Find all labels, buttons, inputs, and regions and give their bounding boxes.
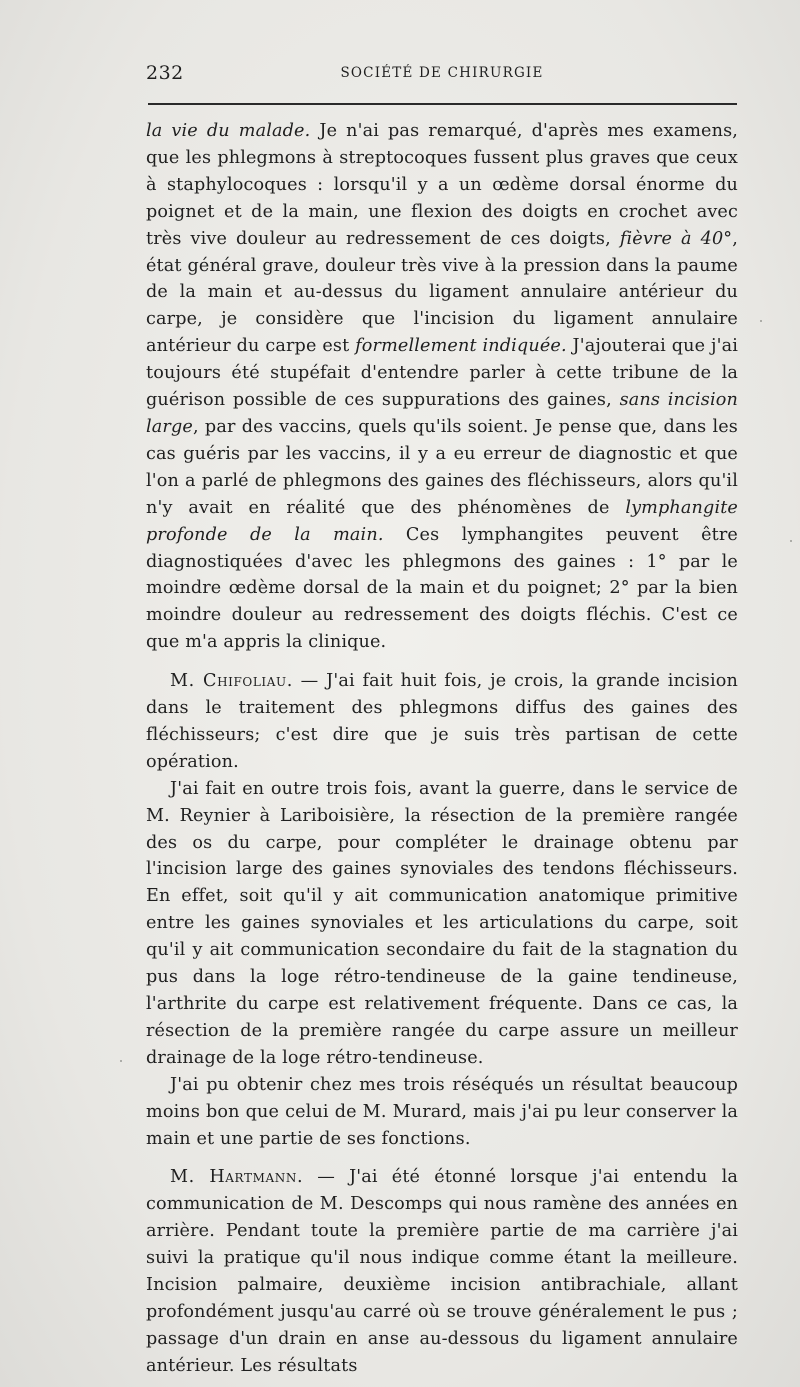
italic-phrase: lymphangite profonde de la main. — [146, 497, 738, 545]
text-run: J'ajouterai que j'ai toujours été stupéfait d'entendre parler à cette tribune de la guérison possible de ces suppurations des gaines, — [146, 336, 738, 411]
italic-phrase: formellement indiquée. — [355, 336, 567, 357]
text-run: J'ai pu obtenir chez mes trois réséqués un résultat beaucoup moins bon que celui de M. Murard, mais j'ai pu leur conserver la main et une partie de ses fonctions. — [146, 1074, 738, 1149]
body-text — [146, 118, 738, 1380]
paragraph-continuation — [146, 118, 738, 656]
text-run: Je n'ai pas remarqué, d'après mes examens, que les phlegmons à streptocoques fussent plus graves que ceux à staphylocoques : lorsqu'il y a un œdème dorsal énorme du poignet et de la main, une flexion des doigts en crochet avec très vive douleur au redressement de ces doigts, — [146, 121, 739, 249]
header-rule — [148, 103, 737, 105]
paragraph-hartmann — [146, 1164, 738, 1379]
text-run: Ces lymphangites peuvent être diagnostiquées d'avec les phlegmons des gaines : 1° par le moindre œdème dorsal de la main et du poignet; 2° par la bien moindre douleur au redressement des doigts fléchis. C'est ce que m'a appris la clinique. — [146, 524, 738, 653]
speaker-name: M. Hartmann. — [170, 1167, 304, 1188]
paper-speck — [790, 540, 792, 542]
page-header — [146, 62, 738, 88]
italic-phrase: fièvre à 40° — [619, 228, 733, 249]
text-run: J'ai fait en outre trois fois, avant la guerre, dans le service de M. Reynier à Lariboisière, la résection de la première rangée des os du carpe, pour compléter le drainage obtenu par l'incision large des gaines synoviales des tendons fléchisseurs. En effet, soit qu'il y ait communication anatomique primitive entre les gaines synoviales et les articulations du carpe, soit qu'il y ait communication secondaire du fait de la stagnation du pus dans la loge rétro-tendineuse de la gaine tendineuse, l'arthrite du carpe est relativement fréquente. Dans ce cas, la résection de la première rangée du carpe assure un meilleur drainage de la loge rétro-tendineuse. — [146, 778, 738, 1068]
text-run: — J'ai fait huit fois, je crois, la grande incision dans le traitement des phlegmons diffus des gaines des fléchisseurs; c'est dire que je suis très partisan de cette opération. — [146, 671, 738, 772]
paper-speck — [120, 1060, 122, 1062]
running-head: SOCIÉTÉ DE CHIRURGIE — [340, 65, 544, 81]
page-number: 232 — [146, 62, 184, 84]
paragraph-results — [146, 1072, 738, 1153]
paragraph-chifoliau — [146, 668, 738, 776]
paper-speck — [760, 320, 762, 322]
text-run: , état général grave, douleur très vive à la pression dans la paume de la main et au-dessus du ligament annulaire antérieur du carpe, je considère que l'incision du ligament annulaire antérieur du carpe est — [146, 228, 738, 357]
paragraph-resection — [146, 776, 738, 1072]
text-run: , par des vaccins, quels qu'ils soient. Je pense que, dans les cas guéris par les vaccins, il y a eu erreur de diagnostic et que l'on a parlé de phlegmons des gaines des fléchisseurs, alors qu'il n'y avait en réalité que des phénomènes de — [146, 416, 738, 518]
speaker-name: M. Chifoliau. — [170, 671, 293, 692]
italic-phrase: sans incision large — [146, 390, 738, 437]
text-run: — J'ai été étonné lorsque j'ai entendu la communication de M. Descomps qui nous ramène des années en arrière. Pendant toute la première partie de ma carrière j'ai suivi la pratique qu'il nous indique comme étant la meilleure. Incision palmaire, deuxième incision antibrachiale, allant profondément jusqu'au carré où se trouve généralement le pus ; passage d'un drain en anse au-dessous du ligament annulaire antérieur. Les résultats — [146, 1167, 738, 1376]
italic-phrase: la vie du malade. — [146, 121, 311, 141]
